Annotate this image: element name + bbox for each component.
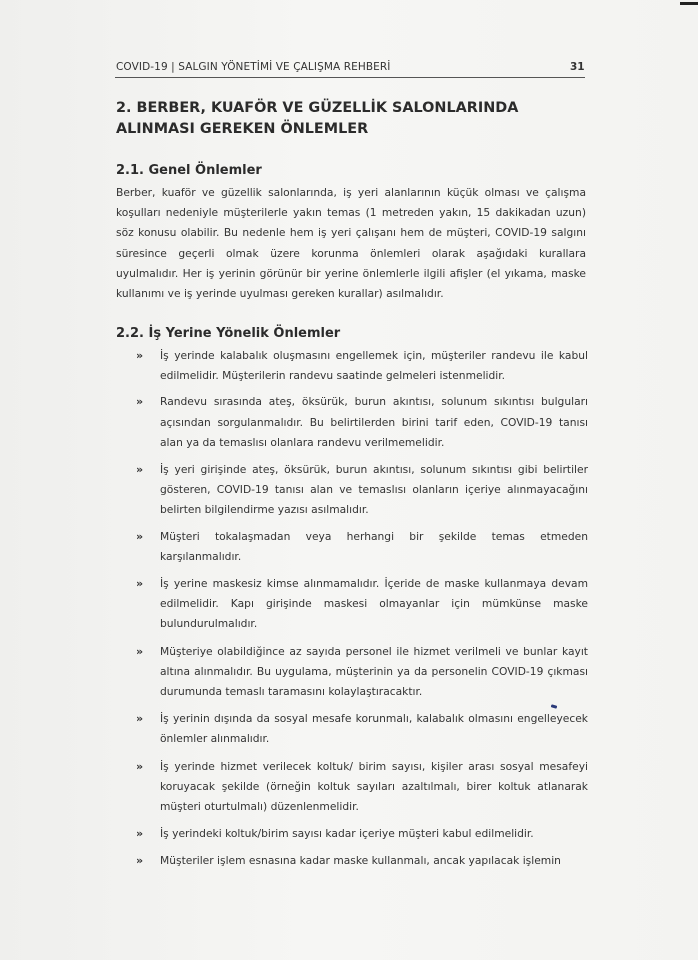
- list-item-text: İş yerinde hizmet verilecek koltuk/ birim sayısı, kişiler arası sosyal mesafeyi koruyacak şekilde (örneğin koltuk sayıları azaltılmalı, birer koltuk atlanarak müşteri oturtulmalı) düzenlenmelidir.: [160, 759, 588, 814]
- general-measures-paragraph: Berber, kuaför ve güzellik salonlarında, iş yeri alanlarının küçük olması ve çalışma koşulları nedeniyle müşterilerle yakın temas (1 metreden yakın, 15 dakikadan uzun) söz konusu olabilir. Bu nedenle hem iş yeri çalışanı hem de müşteri, COVID-19 salgını süresince geçerli olmak üzere korunma önlemleri olarak aşağıdaki kurallara uyulmalıdır. Her iş yerinin görünür bir yerine önlemlerle ilgili afişler (el yıkama, maske kullanımı ve iş yerinde uyulması gereken kurallar) asılmalıdır.: [116, 186, 586, 301]
- subsection-title-general: 2.1. Genel Önlemler: [116, 163, 262, 178]
- list-item-text: Müşteri tokalaşmadan veya herhangi bir şekilde temas etmeden karşılanmalıdır.: [160, 529, 588, 563]
- running-header: COVID-19 | SALGIN YÖNETİMİ VE ÇALIŞMA REHBERİ: [116, 61, 391, 73]
- list-item: [136, 460, 588, 521]
- workplace-measures-list: [136, 346, 588, 872]
- list-item: [136, 709, 588, 749]
- list-item: [136, 642, 588, 703]
- list-item-text: İş yerindeki koltuk/birim sayısı kadar içeriye müşteri kabul edilmelidir.: [160, 827, 534, 841]
- subsection-title-workplace: 2.2. İş Yerine Yönelik Önlemler: [116, 326, 341, 341]
- list-item: [136, 392, 588, 453]
- list-item-text: Müşteriler işlem esnasına kadar maske kullanmalı, ancak yapılacak işlemin: [160, 854, 561, 868]
- bullet-glyph: »: [136, 577, 144, 591]
- bullet-glyph: »: [136, 759, 144, 773]
- bullet-glyph: »: [136, 827, 144, 841]
- list-item: [136, 574, 588, 635]
- list-item-text: İş yerinde kalabalık oluşmasını engellemek için, müşteriler randevu ile kabul edilmelidir. Müşterilerin randevu saatinde gelmeleri istenmelidir.: [160, 349, 588, 383]
- bullet-glyph: »: [136, 712, 144, 726]
- bullet-glyph: »: [136, 463, 144, 477]
- list-item: [136, 851, 588, 871]
- list-item: [136, 824, 588, 844]
- list-item-text: İş yeri girişinde ateş, öksürük, burun akıntısı, solunum sıkıntısı gibi belirtiler gösteren, COVID-19 tanısı alan ve temaslısı olanların içeriye alınmayacağını belirten bilgilendirme yazısı asılmalıdır.: [160, 463, 588, 517]
- bullet-glyph: »: [136, 854, 144, 868]
- list-item-text: Müşteriye olabildiğince az sayıda personel ile hizmet verilmeli ve bunlar kayıt altına alınmalıdır. Bu uygulama, müşterinin ya da personelin COVID-19 çıkması durumunda temaslı taramasını kolaylaştıracaktır.: [160, 644, 588, 699]
- list-item: [136, 346, 588, 386]
- page-number: 31: [570, 61, 585, 73]
- bullet-glyph: »: [136, 529, 144, 543]
- bullet-glyph: »: [136, 349, 144, 362]
- list-item-text: Randevu sırasında ateş, öksürük, burun akıntısı, solunum sıkıntısı bulguları açısından sorgulanmalıdır. Bu belirtilerden birini tarif eden, COVID-19 tanısı alan ya da temaslısı olanlara randevu verilmemelidir.: [160, 395, 588, 449]
- list-item: [136, 527, 588, 567]
- header-rule: [115, 77, 585, 78]
- section-title: 2. BERBER, KUAFÖR VE GÜZELLİK SALONLARINDA ALINMASI GEREKEN ÖNLEMLER: [116, 100, 519, 137]
- list-item-text: İş yerinin dışında da sosyal mesafe korunmalı, kalabalık olmasını engelleyecek önlemler alınmalıdır.: [160, 712, 588, 746]
- list-item-text: İş yerine maskesiz kimse alınmamalıdır. İçeride de maske kullanmaya devam edilmelidir. Kapı girişinde maskesi olmayanlar için mümkünse maske bulundurulmalıdır.: [160, 577, 588, 631]
- bullet-glyph: »: [136, 395, 144, 409]
- list-item: [136, 757, 588, 818]
- scan-edge-mark: [680, 2, 698, 5]
- bullet-glyph: »: [136, 644, 144, 658]
